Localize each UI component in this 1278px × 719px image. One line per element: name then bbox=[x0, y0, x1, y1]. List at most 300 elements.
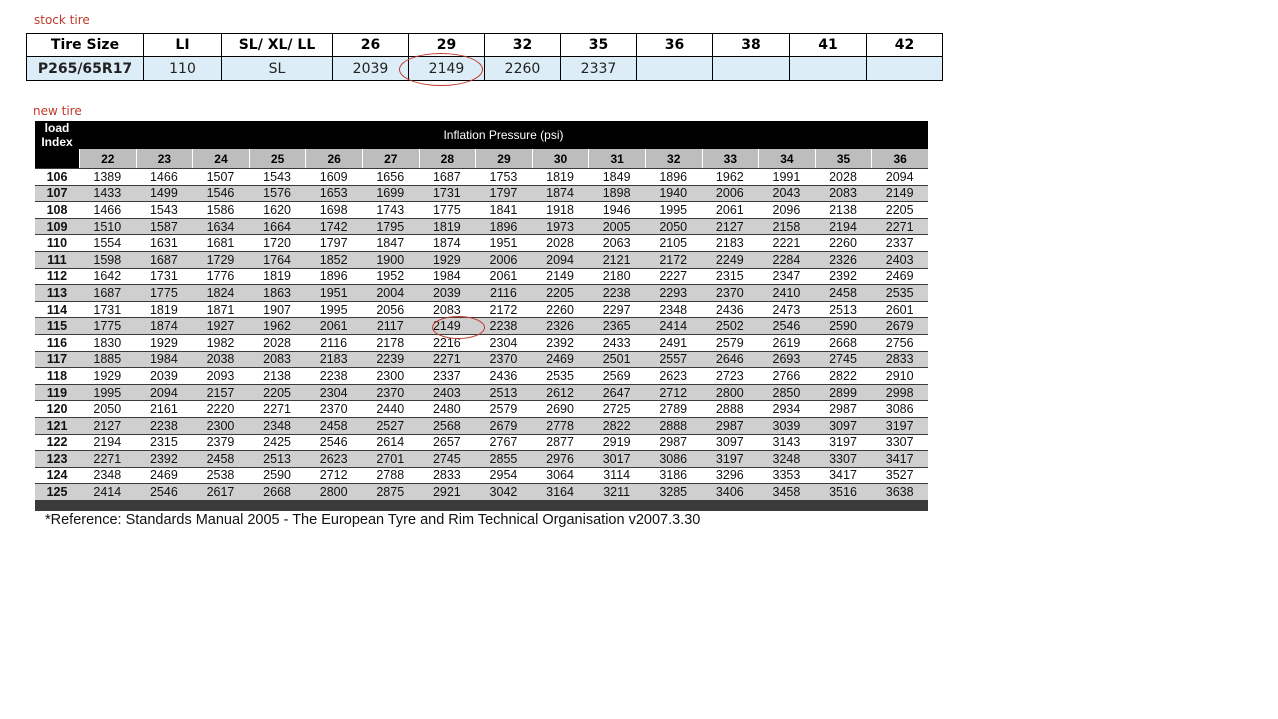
load-value-cell: 3406 bbox=[702, 483, 759, 500]
table-row bbox=[35, 400, 928, 417]
load-value-cell: 2745 bbox=[815, 351, 872, 368]
load-value-cell: 1753 bbox=[475, 168, 532, 185]
load-value-cell: 1720 bbox=[249, 234, 306, 251]
load-value-cell: 2612 bbox=[532, 384, 589, 401]
load-value-cell: 2157 bbox=[192, 384, 249, 401]
table-row bbox=[35, 201, 928, 218]
load-value-cell: 2379 bbox=[192, 434, 249, 451]
pressure-header-cell: 22 bbox=[79, 149, 136, 168]
load-value-cell: 1664 bbox=[249, 218, 306, 235]
load-value-cell: 2050 bbox=[645, 218, 702, 235]
load-value-cell: 1874 bbox=[136, 317, 193, 334]
load-value-cell: 1634 bbox=[192, 218, 249, 235]
load-value-cell: 2083 bbox=[815, 185, 872, 202]
load-index-cell: 122 bbox=[35, 434, 79, 451]
table-row bbox=[35, 367, 928, 384]
load-value-cell: 1830 bbox=[79, 334, 136, 351]
table-title: Inflation Pressure (psi) bbox=[79, 121, 928, 149]
load-value-cell: 3097 bbox=[815, 417, 872, 434]
load-value-cell: 2590 bbox=[249, 467, 306, 484]
stock-header-cell: 38 bbox=[713, 34, 790, 57]
load-value-cell: 2004 bbox=[362, 284, 419, 301]
load-value-cell: 2623 bbox=[305, 450, 362, 467]
load-value-cell: 1898 bbox=[588, 185, 645, 202]
load-value-cell: 2987 bbox=[645, 434, 702, 451]
load-value-cell: 2039 bbox=[136, 367, 193, 384]
load-value-cell: 3042 bbox=[475, 483, 532, 500]
load-value-cell: 2093 bbox=[192, 367, 249, 384]
stock-header-cell: SL/ XL/ LL bbox=[222, 34, 333, 57]
load-value-cell: 3164 bbox=[532, 483, 589, 500]
load-value-cell: 3197 bbox=[702, 450, 759, 467]
load-value-cell: 2502 bbox=[702, 317, 759, 334]
load-value-cell: 2590 bbox=[815, 317, 872, 334]
load-value-cell: 2194 bbox=[79, 434, 136, 451]
load-value-cell: 3114 bbox=[588, 467, 645, 484]
stock-value-cell: 2337 bbox=[561, 57, 637, 81]
stock-value-cell: 2039 bbox=[333, 57, 409, 81]
load-value-cell: 2392 bbox=[532, 334, 589, 351]
load-value-cell: 1982 bbox=[192, 334, 249, 351]
load-value-cell: 2271 bbox=[871, 218, 928, 235]
load-value-cell: 3458 bbox=[758, 483, 815, 500]
load-value-cell: 2304 bbox=[475, 334, 532, 351]
table-row bbox=[35, 284, 928, 301]
pressure-header-cell: 26 bbox=[305, 149, 362, 168]
load-value-cell: 2877 bbox=[532, 434, 589, 451]
load-value-cell: 2569 bbox=[588, 367, 645, 384]
load-value-cell: 2028 bbox=[532, 234, 589, 251]
load-value-cell: 1543 bbox=[249, 168, 306, 185]
load-value-cell: 2850 bbox=[758, 384, 815, 401]
load-value-cell: 2433 bbox=[588, 334, 645, 351]
load-value-cell: 2535 bbox=[532, 367, 589, 384]
load-value-cell: 3086 bbox=[645, 450, 702, 467]
load-value-cell: 1852 bbox=[305, 251, 362, 268]
table-row bbox=[35, 268, 928, 285]
load-value-cell: 1687 bbox=[136, 251, 193, 268]
load-value-cell: 1510 bbox=[79, 218, 136, 235]
load-value-cell: 2300 bbox=[192, 417, 249, 434]
load-value-cell: 2271 bbox=[79, 450, 136, 467]
load-value-cell: 3527 bbox=[871, 467, 928, 484]
stock-value-cell bbox=[713, 57, 790, 81]
load-value-cell: 2513 bbox=[475, 384, 532, 401]
load-value-cell: 2260 bbox=[815, 234, 872, 251]
title-row bbox=[35, 121, 928, 149]
load-index-cell: 109 bbox=[35, 218, 79, 235]
load-value-cell: 2899 bbox=[815, 384, 872, 401]
load-value-cell: 2778 bbox=[532, 417, 589, 434]
load-value-cell: 3248 bbox=[758, 450, 815, 467]
pressure-header-cell: 28 bbox=[419, 149, 476, 168]
load-value-cell: 2348 bbox=[249, 417, 306, 434]
load-value-cell: 1466 bbox=[136, 168, 193, 185]
load-value-cell: 2657 bbox=[419, 434, 476, 451]
load-value-cell: 2038 bbox=[192, 351, 249, 368]
load-value-cell: 1576 bbox=[249, 185, 306, 202]
load-value-cell: 2414 bbox=[79, 483, 136, 500]
load-value-cell: 1653 bbox=[305, 185, 362, 202]
load-value-cell: 2440 bbox=[362, 400, 419, 417]
load-value-cell: 1819 bbox=[419, 218, 476, 235]
load-value-cell: 2546 bbox=[305, 434, 362, 451]
table-row bbox=[35, 450, 928, 467]
pressure-header-cell: 25 bbox=[249, 149, 306, 168]
load-value-cell: 2458 bbox=[192, 450, 249, 467]
load-value-cell: 1586 bbox=[192, 201, 249, 218]
load-value-cell: 2458 bbox=[815, 284, 872, 301]
load-value-cell: 2888 bbox=[645, 417, 702, 434]
load-value-cell: 2668 bbox=[249, 483, 306, 500]
load-value-cell: 2348 bbox=[79, 467, 136, 484]
table-row bbox=[35, 185, 928, 202]
load-value-cell: 3417 bbox=[815, 467, 872, 484]
load-value-cell: 3039 bbox=[758, 417, 815, 434]
load-value-cell: 1631 bbox=[136, 234, 193, 251]
stock-header-cell: 26 bbox=[333, 34, 409, 57]
load-value-cell: 1962 bbox=[249, 317, 306, 334]
load-index-cell: 120 bbox=[35, 400, 79, 417]
stock-header-cell: 42 bbox=[867, 34, 943, 57]
load-value-cell: 1824 bbox=[192, 284, 249, 301]
load-value-cell: 2315 bbox=[702, 268, 759, 285]
load-value-cell: 2414 bbox=[645, 317, 702, 334]
load-value-cell: 3353 bbox=[758, 467, 815, 484]
load-value-cell: 2513 bbox=[815, 301, 872, 318]
stock-header-row bbox=[27, 34, 943, 57]
stock-header-cell: 29 bbox=[409, 34, 485, 57]
load-value-cell: 2579 bbox=[475, 400, 532, 417]
table-row bbox=[35, 483, 928, 500]
pressure-header-cell: 29 bbox=[475, 149, 532, 168]
load-value-cell: 2028 bbox=[249, 334, 306, 351]
stock-header-cell: LI bbox=[144, 34, 222, 57]
load-value-cell: 1656 bbox=[362, 168, 419, 185]
load-value-cell: 2546 bbox=[136, 483, 193, 500]
load-value-cell: 1984 bbox=[419, 268, 476, 285]
load-value-cell: 2601 bbox=[871, 301, 928, 318]
load-index-cell: 115 bbox=[35, 317, 79, 334]
load-value-cell: 1587 bbox=[136, 218, 193, 235]
load-value-cell: 1742 bbox=[305, 218, 362, 235]
load-value-cell: 2138 bbox=[815, 201, 872, 218]
load-value-cell: 3017 bbox=[588, 450, 645, 467]
pressure-header-cell: 32 bbox=[645, 149, 702, 168]
load-value-cell: 1995 bbox=[79, 384, 136, 401]
load-value-cell: 3307 bbox=[815, 450, 872, 467]
load-value-cell: 2546 bbox=[758, 317, 815, 334]
load-value-cell: 2138 bbox=[249, 367, 306, 384]
load-value-cell: 2221 bbox=[758, 234, 815, 251]
load-value-cell: 1951 bbox=[305, 284, 362, 301]
load-value-cell: 1687 bbox=[79, 284, 136, 301]
load-index-table-frame bbox=[35, 121, 928, 511]
load-value-cell: 1946 bbox=[588, 201, 645, 218]
load-value-cell: 1729 bbox=[192, 251, 249, 268]
load-value-cell: 1743 bbox=[362, 201, 419, 218]
stock-value-cell bbox=[637, 57, 713, 81]
load-value-cell: 2127 bbox=[702, 218, 759, 235]
load-value-cell: 2238 bbox=[305, 367, 362, 384]
table-row bbox=[35, 251, 928, 268]
load-value-cell: 1874 bbox=[419, 234, 476, 251]
load-value-cell: 2647 bbox=[588, 384, 645, 401]
load-value-cell: 2370 bbox=[475, 351, 532, 368]
load-value-cell: 1951 bbox=[475, 234, 532, 251]
load-index-cell: 118 bbox=[35, 367, 79, 384]
load-index-rows bbox=[35, 168, 928, 500]
load-value-cell: 1775 bbox=[419, 201, 476, 218]
stock-tire-table bbox=[26, 33, 943, 81]
load-value-cell: 2304 bbox=[305, 384, 362, 401]
load-index-cell: 112 bbox=[35, 268, 79, 285]
load-value-cell: 2501 bbox=[588, 351, 645, 368]
pressure-header-cell: 34 bbox=[758, 149, 815, 168]
load-value-cell: 2116 bbox=[305, 334, 362, 351]
load-value-cell: 2158 bbox=[758, 218, 815, 235]
load-value-cell: 2260 bbox=[532, 301, 589, 318]
load-value-cell: 2668 bbox=[815, 334, 872, 351]
load-value-cell: 2194 bbox=[815, 218, 872, 235]
load-value-cell: 2756 bbox=[871, 334, 928, 351]
load-value-cell: 2063 bbox=[588, 234, 645, 251]
load-value-cell: 1962 bbox=[702, 168, 759, 185]
load-value-cell: 2745 bbox=[419, 450, 476, 467]
load-value-cell: 2161 bbox=[136, 400, 193, 417]
load-value-cell: 2987 bbox=[702, 417, 759, 434]
load-index-cell: 111 bbox=[35, 251, 79, 268]
stock-header-cell: 35 bbox=[561, 34, 637, 57]
load-value-cell: 3211 bbox=[588, 483, 645, 500]
load-value-cell: 1499 bbox=[136, 185, 193, 202]
load-value-cell: 2056 bbox=[362, 301, 419, 318]
load-value-cell: 1995 bbox=[645, 201, 702, 218]
load-value-cell: 1699 bbox=[362, 185, 419, 202]
load-value-cell: 1795 bbox=[362, 218, 419, 235]
load-value-cell: 2096 bbox=[758, 201, 815, 218]
load-value-cell: 2557 bbox=[645, 351, 702, 368]
load-index-cell: 110 bbox=[35, 234, 79, 251]
load-value-cell: 2822 bbox=[815, 367, 872, 384]
load-value-cell: 2172 bbox=[645, 251, 702, 268]
load-value-cell: 1885 bbox=[79, 351, 136, 368]
load-value-cell: 2679 bbox=[871, 317, 928, 334]
load-value-cell: 1863 bbox=[249, 284, 306, 301]
load-value-cell: 2006 bbox=[702, 185, 759, 202]
pressure-header-cell: 36 bbox=[871, 149, 928, 168]
load-value-cell: 1466 bbox=[79, 201, 136, 218]
table-row bbox=[35, 384, 928, 401]
load-value-cell: 3296 bbox=[702, 467, 759, 484]
load-index-cell: 119 bbox=[35, 384, 79, 401]
load-value-cell: 1900 bbox=[362, 251, 419, 268]
pressure-header-cell: 35 bbox=[815, 149, 872, 168]
load-value-cell: 2105 bbox=[645, 234, 702, 251]
load-value-cell: 1681 bbox=[192, 234, 249, 251]
load-value-cell: 2028 bbox=[815, 168, 872, 185]
load-value-cell: 2178 bbox=[362, 334, 419, 351]
table-row bbox=[35, 467, 928, 484]
load-value-cell: 1507 bbox=[192, 168, 249, 185]
load-index-cell: 106 bbox=[35, 168, 79, 185]
load-value-cell: 2469 bbox=[136, 467, 193, 484]
load-value-cell: 2403 bbox=[419, 384, 476, 401]
table-row bbox=[35, 218, 928, 235]
load-value-cell: 3097 bbox=[702, 434, 759, 451]
load-value-cell: 2039 bbox=[419, 284, 476, 301]
load-value-cell: 2617 bbox=[192, 483, 249, 500]
load-value-cell: 1642 bbox=[79, 268, 136, 285]
load-value-cell: 2614 bbox=[362, 434, 419, 451]
load-value-cell: 2392 bbox=[136, 450, 193, 467]
load-value-cell: 1940 bbox=[645, 185, 702, 202]
table-row bbox=[35, 417, 928, 434]
load-index-cell: 117 bbox=[35, 351, 79, 368]
load-value-cell: 1991 bbox=[758, 168, 815, 185]
load-value-cell: 2172 bbox=[475, 301, 532, 318]
load-value-cell: 2220 bbox=[192, 400, 249, 417]
load-value-cell: 2469 bbox=[871, 268, 928, 285]
load-value-cell: 2249 bbox=[702, 251, 759, 268]
reference-note: *Reference: Standards Manual 2005 - The European Tyre and Rim Technical Organisation v2007.3.30 bbox=[45, 512, 701, 528]
load-value-cell: 2619 bbox=[758, 334, 815, 351]
load-value-cell: 1841 bbox=[475, 201, 532, 218]
load-value-cell: 1896 bbox=[645, 168, 702, 185]
load-value-cell: 2712 bbox=[305, 467, 362, 484]
load-value-cell: 2392 bbox=[815, 268, 872, 285]
load-value-cell: 2271 bbox=[419, 351, 476, 368]
load-value-cell: 2083 bbox=[249, 351, 306, 368]
pressure-header-cell: 33 bbox=[702, 149, 759, 168]
load-index-cell: 116 bbox=[35, 334, 79, 351]
load-value-cell: 1896 bbox=[475, 218, 532, 235]
load-value-cell: 2370 bbox=[305, 400, 362, 417]
table-row bbox=[35, 434, 928, 451]
load-index-cell: 124 bbox=[35, 467, 79, 484]
load-value-cell: 1995 bbox=[305, 301, 362, 318]
load-value-cell: 2712 bbox=[645, 384, 702, 401]
load-value-cell: 1687 bbox=[419, 168, 476, 185]
load-value-cell: 2061 bbox=[475, 268, 532, 285]
load-value-cell: 1918 bbox=[532, 201, 589, 218]
load-value-cell: 2800 bbox=[702, 384, 759, 401]
load-value-cell: 1543 bbox=[136, 201, 193, 218]
load-value-cell: 1927 bbox=[192, 317, 249, 334]
load-value-cell: 2006 bbox=[475, 251, 532, 268]
load-value-cell: 2436 bbox=[702, 301, 759, 318]
load-value-cell: 1731 bbox=[136, 268, 193, 285]
load-value-cell: 1871 bbox=[192, 301, 249, 318]
load-value-cell: 2833 bbox=[871, 351, 928, 368]
load-index-cell: 123 bbox=[35, 450, 79, 467]
load-value-cell: 2293 bbox=[645, 284, 702, 301]
load-value-cell: 2788 bbox=[362, 467, 419, 484]
load-value-cell: 2216 bbox=[419, 334, 476, 351]
corner-spacer bbox=[35, 149, 79, 168]
load-value-cell: 3197 bbox=[815, 434, 872, 451]
load-value-cell: 2458 bbox=[305, 417, 362, 434]
load-value-cell: 1554 bbox=[79, 234, 136, 251]
load-value-cell: 2116 bbox=[475, 284, 532, 301]
table-row bbox=[35, 334, 928, 351]
stock-value-cell bbox=[867, 57, 943, 81]
load-index-cell: 114 bbox=[35, 301, 79, 318]
load-value-cell: 3186 bbox=[645, 467, 702, 484]
load-value-cell: 2789 bbox=[645, 400, 702, 417]
load-value-cell: 2568 bbox=[419, 417, 476, 434]
load-value-cell: 2646 bbox=[702, 351, 759, 368]
load-value-cell: 2043 bbox=[758, 185, 815, 202]
load-value-cell: 2425 bbox=[249, 434, 306, 451]
load-value-cell: 2337 bbox=[419, 367, 476, 384]
load-value-cell: 2469 bbox=[532, 351, 589, 368]
stock-header-cell: 32 bbox=[485, 34, 561, 57]
load-value-cell: 2921 bbox=[419, 483, 476, 500]
load-value-cell: 1609 bbox=[305, 168, 362, 185]
load-value-cell: 3417 bbox=[871, 450, 928, 467]
stock-value-cell bbox=[790, 57, 867, 81]
load-value-cell: 2238 bbox=[136, 417, 193, 434]
load-value-cell: 1731 bbox=[419, 185, 476, 202]
load-value-cell: 2976 bbox=[532, 450, 589, 467]
load-value-cell: 2284 bbox=[758, 251, 815, 268]
load-value-cell: 2205 bbox=[871, 201, 928, 218]
load-value-cell: 2623 bbox=[645, 367, 702, 384]
load-value-cell: 2326 bbox=[815, 251, 872, 268]
load-value-cell: 2348 bbox=[645, 301, 702, 318]
load-value-cell: 2491 bbox=[645, 334, 702, 351]
load-value-cell: 2121 bbox=[588, 251, 645, 268]
load-value-cell: 2337 bbox=[871, 234, 928, 251]
stock-value-cell: P265/65R17 bbox=[27, 57, 144, 81]
load-value-cell: 2473 bbox=[758, 301, 815, 318]
load-value-cell: 2205 bbox=[532, 284, 589, 301]
load-value-cell: 1984 bbox=[136, 351, 193, 368]
load-value-cell: 2701 bbox=[362, 450, 419, 467]
load-value-cell: 2117 bbox=[362, 317, 419, 334]
load-value-cell: 2767 bbox=[475, 434, 532, 451]
load-value-cell: 1952 bbox=[362, 268, 419, 285]
load-index-cell: 107 bbox=[35, 185, 79, 202]
load-value-cell: 2050 bbox=[79, 400, 136, 417]
load-value-cell: 1874 bbox=[532, 185, 589, 202]
load-value-cell: 2480 bbox=[419, 400, 476, 417]
load-value-cell: 2149 bbox=[871, 185, 928, 202]
stock-tire-label: stock tire bbox=[34, 13, 90, 27]
load-value-cell: 1929 bbox=[79, 367, 136, 384]
load-value-cell: 2127 bbox=[79, 417, 136, 434]
load-value-cell: 3197 bbox=[871, 417, 928, 434]
load-value-cell: 1598 bbox=[79, 251, 136, 268]
load-value-cell: 2149 bbox=[419, 317, 476, 334]
load-value-cell: 2227 bbox=[645, 268, 702, 285]
load-value-cell: 2370 bbox=[362, 384, 419, 401]
load-value-cell: 2238 bbox=[475, 317, 532, 334]
load-value-cell: 2094 bbox=[532, 251, 589, 268]
load-value-cell: 1896 bbox=[305, 268, 362, 285]
load-index-table bbox=[35, 121, 928, 500]
load-value-cell: 2271 bbox=[249, 400, 306, 417]
load-value-cell: 2436 bbox=[475, 367, 532, 384]
load-value-cell: 2205 bbox=[249, 384, 306, 401]
load-value-cell: 3143 bbox=[758, 434, 815, 451]
load-value-cell: 1546 bbox=[192, 185, 249, 202]
pressure-header-cell: 24 bbox=[192, 149, 249, 168]
load-value-cell: 2693 bbox=[758, 351, 815, 368]
table-row bbox=[35, 317, 928, 334]
load-value-cell: 2300 bbox=[362, 367, 419, 384]
